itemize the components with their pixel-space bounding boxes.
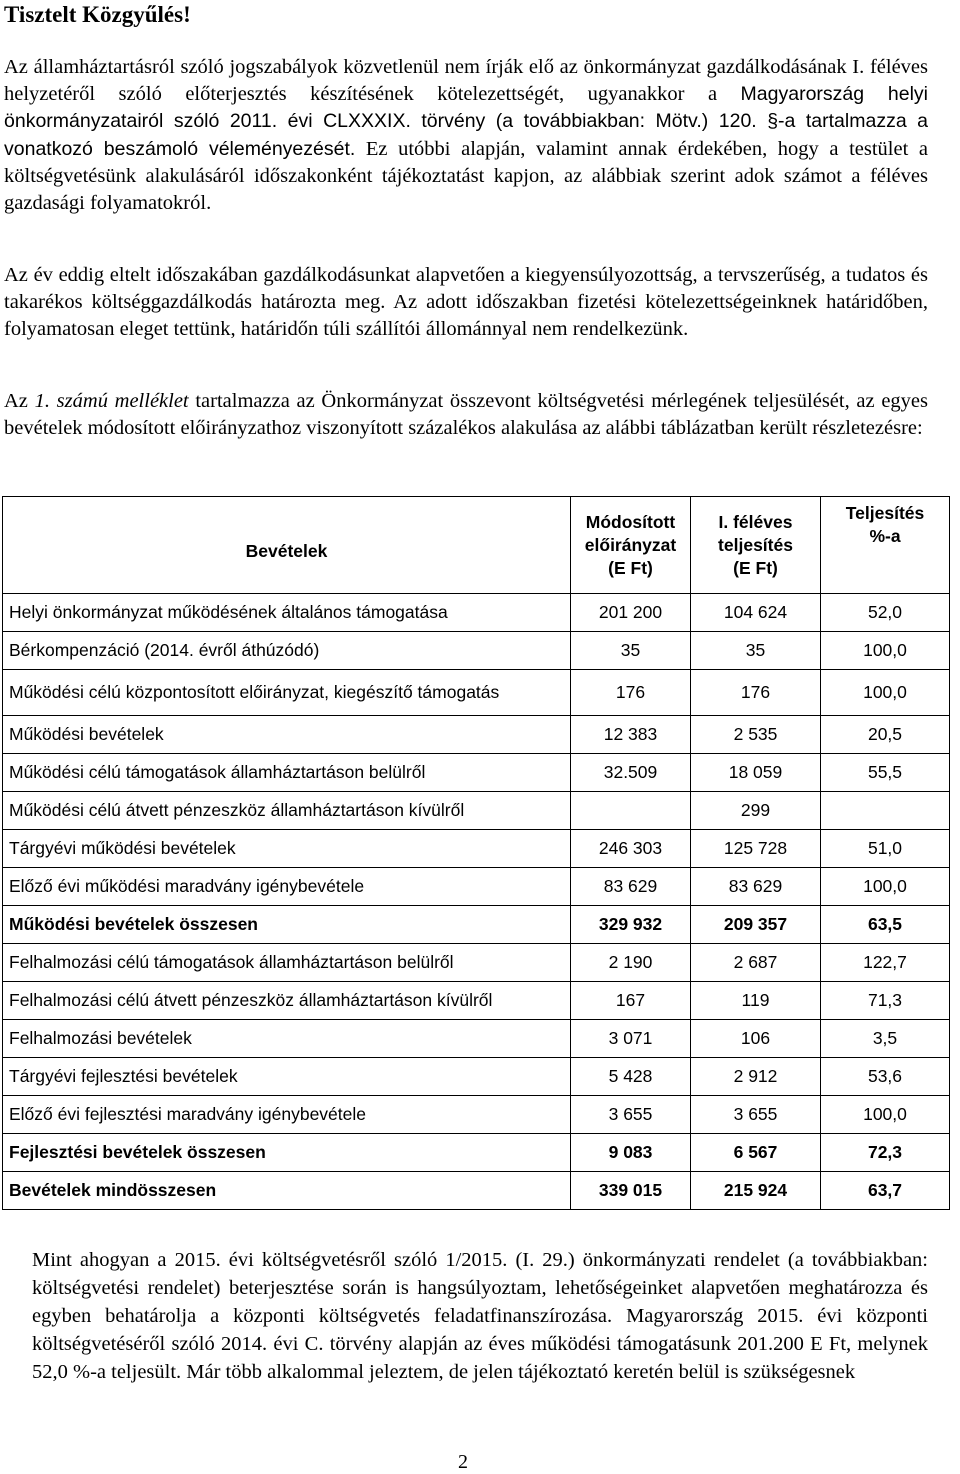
row-modified (571, 792, 691, 830)
table-row (3, 982, 950, 1020)
row-pct: 100,0 (821, 1096, 950, 1134)
row-label: Bérkompenzáció (2014. évről áthúzódó) (3, 632, 571, 670)
row-label: Felhalmozási célú támogatások államháztartáson belülről (3, 944, 571, 982)
row-half: 3 655 (691, 1096, 821, 1134)
annex-reference: 1. számú melléklet (34, 390, 189, 412)
row-half: 125 728 (691, 830, 821, 868)
row-label: Felhalmozási célú átvett pénzeszköz államháztartáson kívülről (3, 982, 571, 1020)
row-modified: 246 303 (571, 830, 691, 868)
row-pct: 100,0 (821, 632, 950, 670)
row-pct: 63,7 (821, 1172, 950, 1210)
row-label: Előző évi fejlesztési maradvány igénybevétele (3, 1096, 571, 1134)
row-label: Bevételek mindösszesen (3, 1172, 571, 1210)
row-label: Helyi önkormányzat működésének általános támogatása (3, 594, 571, 632)
row-modified: 9 083 (571, 1134, 691, 1172)
table-row (3, 754, 950, 792)
header-pct-line: %-a (869, 526, 901, 546)
row-modified: 167 (571, 982, 691, 1020)
header-revenues: Bevételek (3, 497, 571, 594)
table-row-subtotal (3, 906, 950, 944)
row-label: Működési célú átvett pénzeszköz államháztartáson kívülről (3, 792, 571, 830)
header-half-line: I. féléves (718, 511, 793, 532)
row-modified: 3 071 (571, 1020, 691, 1058)
row-pct: 72,3 (821, 1134, 950, 1172)
table-row (3, 792, 950, 830)
row-label: Fejlesztési bevételek összesen (3, 1134, 571, 1172)
revenue-table (2, 496, 950, 1210)
row-pct: 71,3 (821, 982, 950, 1020)
row-modified: 3 655 (571, 1096, 691, 1134)
table-row (3, 594, 950, 632)
header-modified-line: Módosított (585, 511, 676, 532)
header-half-line: (E Ft) (733, 557, 778, 578)
row-modified: 339 015 (571, 1172, 691, 1210)
row-label: Működési bevételek (3, 716, 571, 754)
row-half: 2 535 (691, 716, 821, 754)
table-row (3, 830, 950, 868)
row-label: Előző évi működési maradvány igénybevétele (3, 868, 571, 906)
row-half: 106 (691, 1020, 821, 1058)
row-half: 299 (691, 792, 821, 830)
row-pct: 51,0 (821, 830, 950, 868)
table-row (3, 670, 950, 716)
row-pct: 100,0 (821, 868, 950, 906)
row-modified: 2 190 (571, 944, 691, 982)
row-label: Felhalmozási bevételek (3, 1020, 571, 1058)
table-row (3, 632, 950, 670)
row-modified: 329 932 (571, 906, 691, 944)
salutation-heading: Tisztelt Közgyűlés! (4, 2, 191, 27)
table-row-grand-total (3, 1172, 950, 1210)
table-row (3, 944, 950, 982)
page-number: 2 (458, 1451, 468, 1473)
table-row-subtotal (3, 1134, 950, 1172)
management-paragraph: Az év eddig eltelt időszakában gazdálkodásunkat alapvetően a kiegyensúlyozottság, a tervszerűség, a tudatos és takarékos költséggazdálkodás határozta meg. Az adott időszakban fizetési kötelezettségeinknek határidőben, folyamatosan eleget tettünk, határidőn túli szállítói állománnyal nem rendelkezünk. (4, 264, 928, 341)
row-half: 215 924 (691, 1172, 821, 1210)
intro-law-reference: Magyarország helyi önkormányzatairól szóló 2011. évi CLXXXIX. törvény (a továbbiakban: Mötv.) 120. §-a tartalmazza a vonatkozó beszámoló véleményezését. (4, 83, 928, 160)
table-row (3, 1058, 950, 1096)
row-pct: 55,5 (821, 754, 950, 792)
row-pct: 20,5 (821, 716, 950, 754)
row-half: 2 912 (691, 1058, 821, 1096)
row-label: Működési bevételek összesen (3, 906, 571, 944)
row-modified: 83 629 (571, 868, 691, 906)
annex-paragraph (4, 388, 928, 442)
table-header-row (3, 497, 950, 594)
row-modified: 12 383 (571, 716, 691, 754)
table-row (3, 1020, 950, 1058)
table-row (3, 1096, 950, 1134)
row-label: Tárgyévi működési bevételek (3, 830, 571, 868)
row-label: Működési célú támogatások államháztartáson belülről (3, 754, 571, 792)
row-modified: 201 200 (571, 594, 691, 632)
header-modified-line: előirányzat (584, 534, 677, 555)
intro-paragraph (4, 54, 928, 217)
row-pct: 3,5 (821, 1020, 950, 1058)
row-pct: 122,7 (821, 944, 950, 982)
header-performance-percent (821, 497, 950, 594)
intro-tail-text: Ez utóbbi alapján, valamint annak érdekében, hogy a testület a költségvetésünk alakulásáról időszakonként tájékoztatást kapjon, az alábbiak szerint adok számot a féléves gazdasági folyamatokról. (4, 137, 928, 215)
header-half-year-performance (691, 497, 821, 594)
row-modified: 5 428 (571, 1058, 691, 1096)
table-row (3, 868, 950, 906)
row-half: 209 357 (691, 906, 821, 944)
row-half: 104 624 (691, 594, 821, 632)
row-pct: 53,6 (821, 1058, 950, 1096)
row-half: 119 (691, 982, 821, 1020)
header-modified-line: (E Ft) (608, 557, 653, 578)
row-half: 18 059 (691, 754, 821, 792)
intro-serif-text: Az államháztartásról szóló jogszabályok közvetlenül nem írják elő az önkormányzat gazdálkodásának I. féléves helyzetéről szóló előterjesztés készítésének kötelezettségét, ugyanakkor a (4, 56, 928, 106)
row-modified: 35 (571, 632, 691, 670)
budget-paragraph: Mint ahogyan a 2015. évi költségvetésről szóló 1/2015. (I. 29.) önkormányzati rendelet (a továbbiakban: költségvetési rendelet) beterjesztése során is hangsúlyoztam, lehetőségeinket alapvetően meghatározza és egyben behatárolja a központi költségvetés feladatfinanszírozása. Magyarország 2015. évi központi költségvetéséről szóló 2014. évi C. törvény alapján az éves működési támogatásunk 201.200 E Ft, melynek 52,0 %-a teljesült. Már több alkalommal jeleztem, de jelen tájékoztató keretén belül is szükségesnek (32, 1249, 928, 1383)
header-modified-appropriation (571, 497, 691, 594)
row-pct (821, 792, 950, 830)
annex-prefix: Az (4, 390, 35, 412)
row-modified: 32.509 (571, 754, 691, 792)
header-pct-line: Teljesítés (845, 503, 925, 523)
row-half: 2 687 (691, 944, 821, 982)
row-pct: 100,0 (821, 670, 950, 716)
row-half: 35 (691, 632, 821, 670)
annex-suffix: tartalmazza az Önkormányzat összevont költségvetési mérlegének teljesülését, az egyes bevételek módosított előirányzathoz viszonyított százalékos alakulása az alábbi táblázatban került részletezésre: (4, 390, 928, 440)
table-row (3, 716, 950, 754)
row-half: 176 (691, 670, 821, 716)
header-half-line: teljesítés (718, 534, 793, 555)
row-pct: 63,5 (821, 906, 950, 944)
row-half: 83 629 (691, 868, 821, 906)
row-modified: 176 (571, 670, 691, 716)
row-label: Működési célú központosított előirányzat, kiegészítő támogatás (3, 670, 571, 716)
row-half: 6 567 (691, 1134, 821, 1172)
row-pct: 52,0 (821, 594, 950, 632)
row-label: Tárgyévi fejlesztési bevételek (3, 1058, 571, 1096)
